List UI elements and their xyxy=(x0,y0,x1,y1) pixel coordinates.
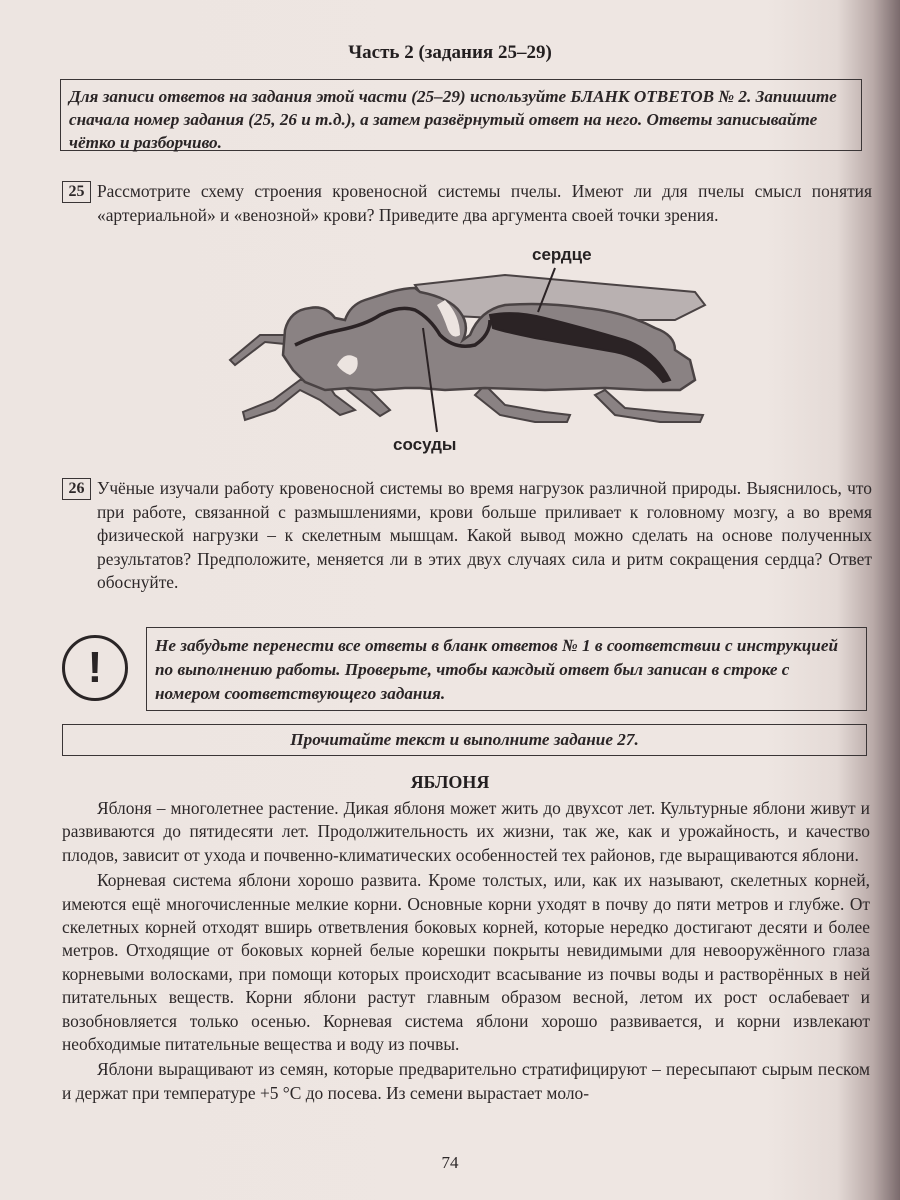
instructions-box: Для записи ответов на задания этой части (25–29) используйте БЛАНК ОТВЕТОВ № 2. Запишите сначала номер задания (25, 26 и т.д.), а затем развёрнутый ответ на него. Ответы записывайте чётко и разборчиво. xyxy=(60,79,862,151)
task-number: 26 xyxy=(62,478,91,500)
page-number: 74 xyxy=(441,1153,459,1172)
article-body xyxy=(62,797,870,1107)
article-paragraph: Корневая система яблони хорошо развита. Кроме толстых, или, как их называют, скелетных корней, имеются ещё многочисленные мелкие корни. Основные корни уходят в почву до пяти метров и глубже. От скелетных корней отходят вширь ответвления боковых корней, которые нередко достигают десяти и более метров. Отходящие от боковых корней белые корешки покрыты невидимыми для невооружённого глаза корневыми волосками, при помощи которых происходит всасывание из почвы воды и растворённых в ней питательных веществ. Корни яблони растут главным образом весной, летом их рост ослабевает и возобновляется только осенью. Корневая система яблони хорошо развивается, и корни извлекают необходимые питательные вещества и воду из почвы. xyxy=(62,870,870,1055)
article-paragraph: Яблоня – многолетнее растение. Дикая яблоня может жить до двухсот лет. Культурные яблони живут и развиваются до пятидесяти лет. Продолжительность их жизни, так же, как и урожайность, и качество плодов, зависит от ухода и почвенно-климатических особенностей тех районов, где выращиваются яблони. xyxy=(62,798,870,865)
vessels-label: сосуды xyxy=(393,435,457,454)
warning-notice xyxy=(62,627,867,713)
exclamation-icon: ! xyxy=(62,635,128,701)
task-number: 25 xyxy=(62,181,91,203)
article-paragraph: Яблони выращивают из семян, которые предварительно стратифицируют – пересыпают сырым песком и держат при температуре +5 °С до посева. Из семени вырастает моло- xyxy=(62,1059,870,1103)
task-25 xyxy=(62,180,872,227)
read-prompt: Прочитайте текст и выполните задание 27. xyxy=(62,724,867,756)
bee-circulatory-diagram xyxy=(205,240,720,465)
task-text: Рассмотрите схему строения кровеносной системы пчелы. Имеют ли для пчелы смысл понятия «артериальной» и «венозной» крови? Приведите два аргумента своей точки зрения. xyxy=(97,181,872,225)
warning-text: Не забудьте перенести все ответы в бланк ответов № 1 в соответствии с инструкцией по выполнению работы. Проверьте, чтобы каждый ответ был записан в строке с номером соответствующего задания. xyxy=(146,627,867,711)
part-title: Часть 2 (задания 25–29) xyxy=(348,42,552,63)
task-26 xyxy=(62,477,872,595)
article-title: ЯБЛОНЯ xyxy=(410,772,490,792)
heart-label: сердце xyxy=(532,245,592,264)
task-text: Учёные изучали работу кровеносной системы во время нагрузок различной природы. Выяснилось, что при работе, связанной с размышлениями, крови больше приливает к головному мозгу, а во время физической нагрузки – к скелетным мышцам. Какой вывод можно сделать на основе полученных результатов? Предположите, меняется ли в этих двух случаях сила и ритм сокращения сердца? Ответ обоснуйте. xyxy=(97,478,872,593)
bee-illustration-icon xyxy=(205,240,720,465)
